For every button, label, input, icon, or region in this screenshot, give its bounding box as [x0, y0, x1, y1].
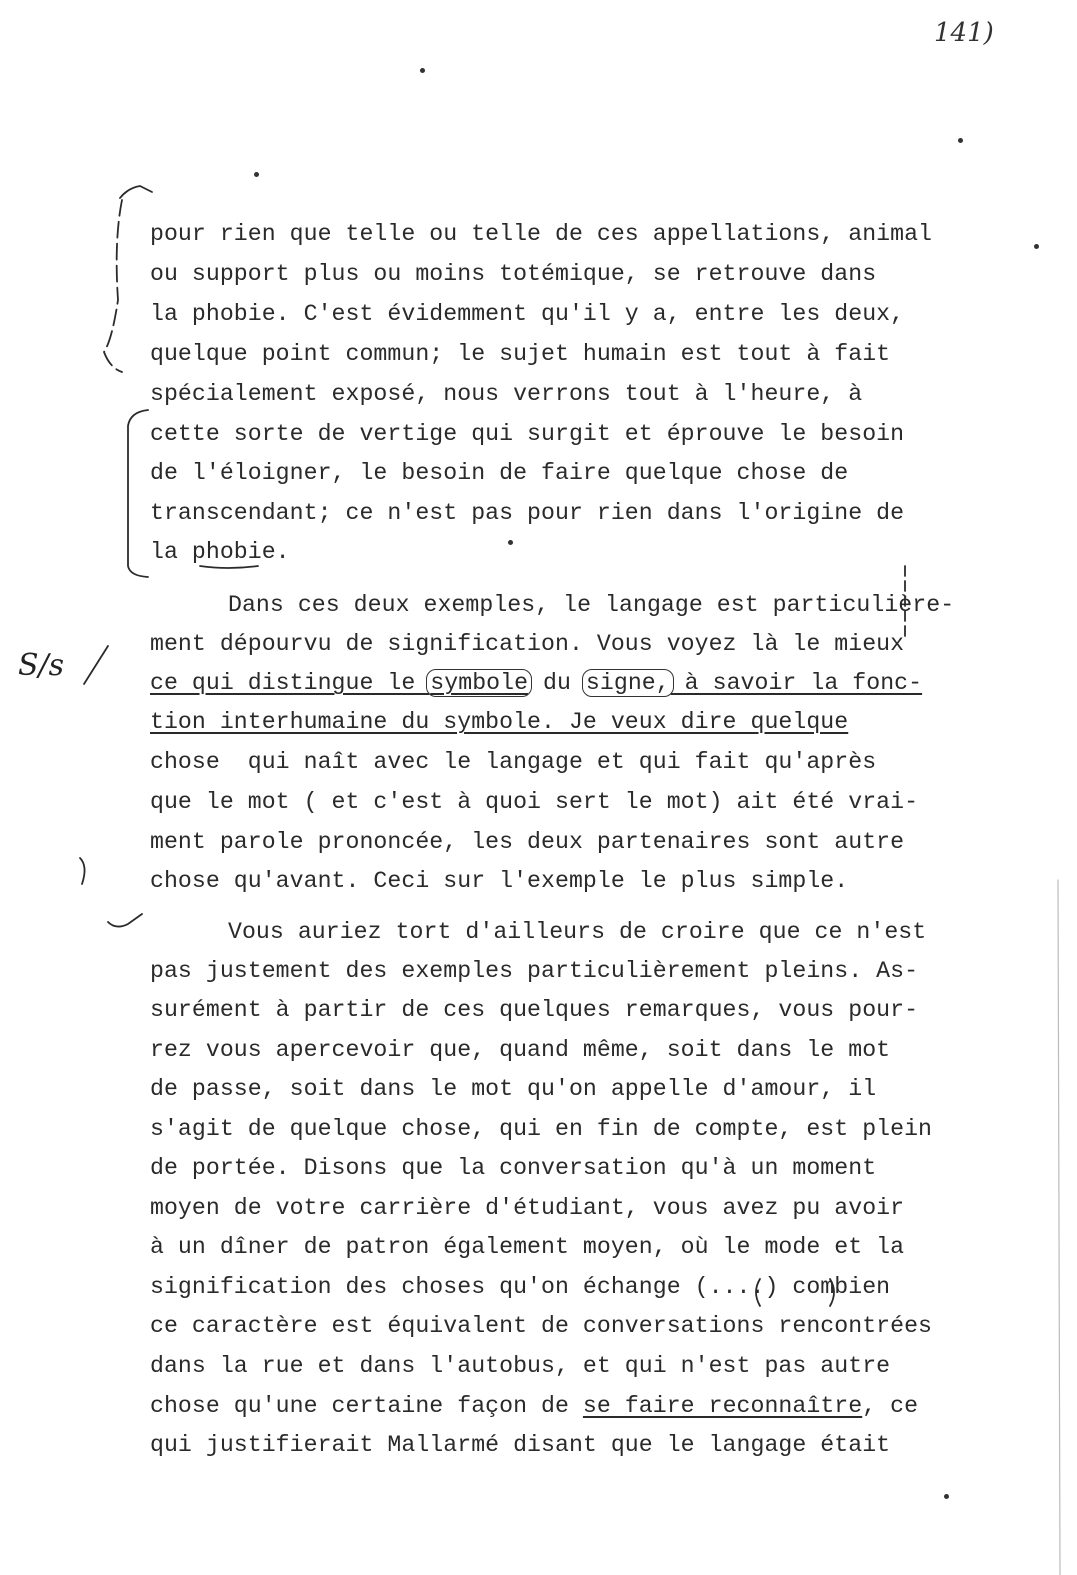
underlined-text: se faire reconnaître — [582, 1393, 863, 1419]
text-line: la phobie. — [150, 539, 290, 565]
text-line: chose qui naît avec le langage et qui fait qu'après — [150, 749, 877, 775]
text-line: spécialement exposé, nous verrons tout à l'heure, à — [150, 381, 863, 407]
text-span: , ce — [862, 1393, 919, 1419]
text-line: pas justement des exemples particulièrement pleins. As- — [150, 958, 919, 984]
margin-bracket-1 — [104, 200, 122, 372]
margin-slash — [84, 646, 108, 684]
text-line: de passe, soit dans le mot qu'on appelle d'amour, il — [150, 1076, 877, 1102]
text-line: de portée. Disons que la conversation qu'à un moment — [150, 1155, 877, 1181]
text-line: surément à partir de ces quelques remarques, vous pour- — [150, 997, 919, 1023]
text-line: Dans ces deux exemples, le langage est particulière- — [228, 592, 955, 618]
text-line: à un dîner de patron également moyen, où le mode et la — [150, 1234, 905, 1260]
text-line: dans la rue et dans l'autobus, et qui n'est pas autre — [150, 1353, 891, 1379]
page-number: 141) — [934, 18, 994, 48]
text-line: ou support plus ou moins totémique, se retrouve dans — [150, 261, 877, 287]
text-line: rez vous apercevoir que, quand même, soit dans le mot — [150, 1037, 891, 1063]
text-line: Vous auriez tort d'ailleurs de croire que ce n'est — [228, 919, 927, 945]
text-line: s'agit de quelque chose, qui en fin de compte, est plein — [150, 1116, 933, 1142]
text-line: quelque point commun; le sujet humain est tout à fait — [150, 341, 891, 367]
text-line: transcendant; ce n'est pas pour rien dans l'origine de — [150, 500, 905, 526]
margin-annotation: S/s — [18, 648, 65, 683]
text-line: pour rien que telle ou telle de ces appellations, animal — [150, 221, 933, 247]
speck — [508, 540, 513, 545]
text-line: ment dépourvu de signification. Vous voyez là le mieux — [150, 631, 905, 657]
text-line: la phobie. C'est évidemment qu'il y a, entre les deux, — [150, 301, 905, 327]
speck — [254, 172, 259, 177]
margin-tick — [108, 914, 142, 927]
text-line: cette sorte de vertige qui surgit et éprouve le besoin — [150, 421, 905, 447]
speck — [1034, 244, 1039, 249]
text-line: signification des choses qu'on échange (....) combien — [150, 1274, 891, 1300]
paren-close — [830, 1279, 834, 1306]
margin-bracket-2 — [128, 410, 148, 577]
speck — [944, 1494, 949, 1499]
text-line: de l'éloigner, le besoin de faire quelque chose de — [150, 460, 849, 486]
text-line: que le mot ( et c'est à quoi sert le mot) ait été vrai- — [150, 789, 919, 815]
speck — [420, 68, 425, 73]
circled-word-symbole: symbole — [426, 669, 532, 697]
underlined-text: à savoir la fonc- — [670, 670, 923, 696]
text-span: du — [529, 670, 585, 696]
circled-word-signe: signe, — [582, 669, 674, 697]
underlined-text: ce qui distingue le — [150, 670, 430, 696]
paren-open — [756, 1279, 760, 1306]
text-line: qui justifierait Mallarmé disant que le langage était — [150, 1432, 891, 1458]
phobie-underline — [200, 566, 258, 568]
underlined-text: tion interhumaine du symbole. Je veux dire quelque — [150, 709, 849, 735]
speck — [958, 138, 963, 143]
margin-tick — [80, 858, 85, 884]
text-line: chose qu'avant. Ceci sur l'exemple le plus simple. — [150, 868, 849, 894]
text-line: ce caractère est équivalent de conversations rencontrées — [150, 1313, 933, 1339]
margin-hook-mark — [120, 186, 152, 198]
text-line: ment parole prononcée, les deux partenaires sont autre — [150, 829, 905, 855]
text-span: chose qu'une certaine façon de — [150, 1393, 583, 1419]
text-line: moyen de votre carrière d'étudiant, vous avez pu avoir — [150, 1195, 905, 1221]
page-edge-line — [1058, 880, 1060, 1575]
